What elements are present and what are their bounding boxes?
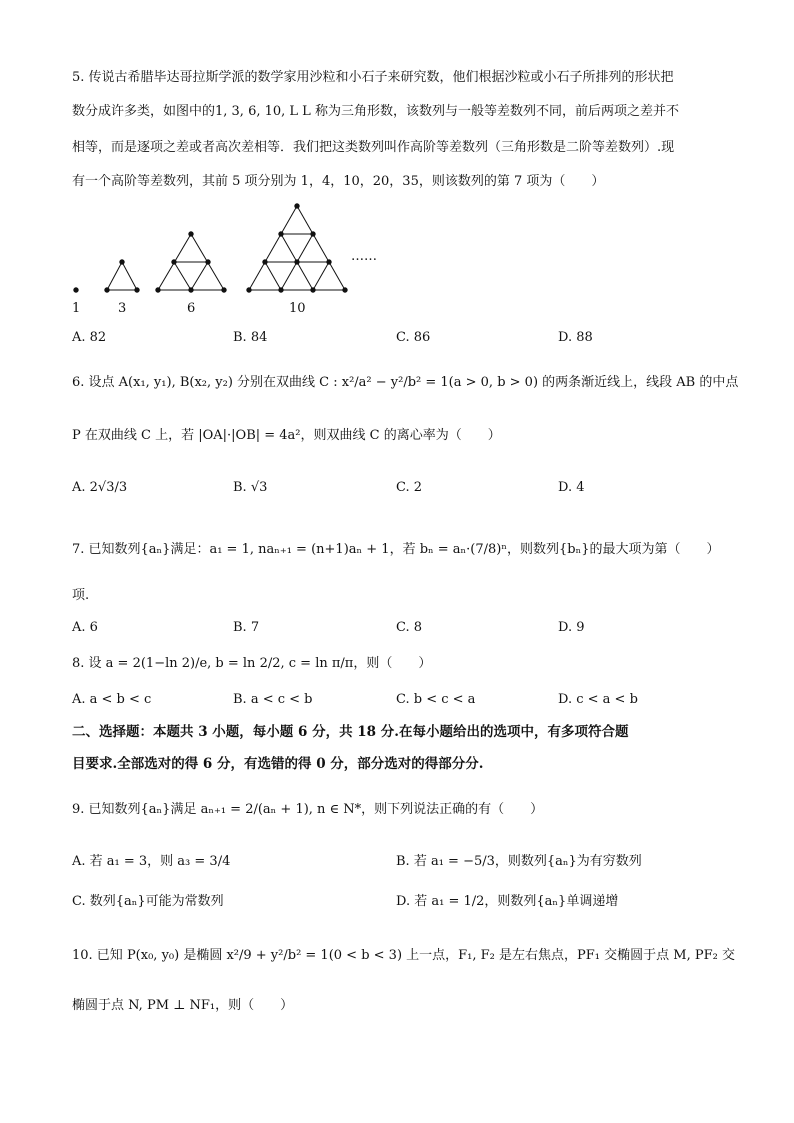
q9-line-1: 9. 已知数列{aₙ}满足 aₙ₊₁ = 2/(aₙ + 1), n ∈ N*，则下列说法正确的有（ ） bbox=[72, 802, 544, 817]
q6-option-a: A. 2√3/3 bbox=[72, 480, 128, 495]
q9-option-c: C. 数列{aₙ}可能为常数列 bbox=[72, 894, 224, 909]
q8-option-c: C. b < c < a bbox=[396, 692, 476, 707]
figure-label-6: 6 bbox=[187, 301, 196, 316]
q6-line-2: P 在双曲线 C 上，若 |OA|·|OB| = 4a²，则双曲线 C 的离心率为（ ） bbox=[72, 428, 501, 443]
figure-label-3: 3 bbox=[118, 301, 127, 316]
q5-option-b: B. 84 bbox=[233, 330, 268, 345]
q7-option-b: B. 7 bbox=[233, 620, 260, 635]
q8-option-d: D. c < a < b bbox=[558, 692, 638, 707]
q9-option-a: A. 若 a₁ = 3，则 a₃ = 3/4 bbox=[72, 854, 231, 869]
q7-option-a: A. 6 bbox=[72, 620, 98, 635]
q8-line-1: 8. 设 a = 2(1−ln 2)/e, b = ln 2/2, c = ln π/π，则（ ） bbox=[72, 656, 432, 671]
figure-ellipsis: …… bbox=[351, 249, 377, 264]
q6-line-1: 6. 设点 A(x₁, y₁), B(x₂, y₂) 分别在双曲线 C : x²/a² − y²/b² = 1(a > 0, b > 0) 的两条渐近线上，线段 AB 的中点 bbox=[72, 375, 739, 390]
q7-line-1: 7. 已知数列{aₙ}满足：a₁ = 1, naₙ₊₁ = (n+1)aₙ + 1，若 bₙ = aₙ·(7/8)ⁿ，则数列{bₙ}的最大项为第（ ） bbox=[72, 542, 720, 557]
q5-line-2: 数分成许多类，如图中的1, 3, 6, 10, L L 称为三角形数，该数列与一般等差数列不同，前后两项之差并不 bbox=[72, 104, 679, 119]
q5-line-3: 相等，而是逐项之差或者高次差相等．我们把这类数列叫作高阶等差数列（三角形数是二阶等差数列）.现 bbox=[72, 140, 675, 155]
dot bbox=[74, 288, 78, 292]
q5-line-4: 有一个高阶等差数列，其前 5 项分别为 1，4，10，20，35，则该数列的第 7 项为（ ） bbox=[72, 174, 605, 189]
q7-line-2: 项. bbox=[72, 588, 90, 603]
q10-line-2: 椭圆于点 N, PM ⊥ NF₁，则（ ） bbox=[72, 998, 294, 1013]
q6-option-d: D. 4 bbox=[558, 480, 585, 495]
q9-option-b: B. 若 a₁ = −5/3，则数列{aₙ}为有穷数列 bbox=[396, 854, 642, 869]
q6-option-b: B. √3 bbox=[233, 480, 268, 495]
q5-option-d: D. 88 bbox=[558, 330, 593, 345]
section-2-heading: 二、选择题：本题共 3 小题，每小题 6 分，共 18 分.在每小题给出的选项中，有多项符合题 bbox=[72, 724, 629, 740]
q8-option-a: A. a < b < c bbox=[72, 692, 152, 707]
q6-option-c: C. 2 bbox=[396, 480, 423, 495]
q5-option-c: C. 86 bbox=[396, 330, 431, 345]
q9-option-d: D. 若 a₁ = 1/2，则数列{aₙ}单调递增 bbox=[396, 894, 619, 909]
q8-option-b: B. a < c < b bbox=[233, 692, 313, 707]
q5-option-a: A. 82 bbox=[72, 330, 107, 345]
figure-label-1: 1 bbox=[72, 301, 81, 316]
section-2-instructions: 目要求.全部选对的得 6 分，有选错的得 0 分，部分选对的得部分分. bbox=[72, 756, 484, 772]
q7-option-d: D. 9 bbox=[558, 620, 585, 635]
q10-line-1: 10. 已知 P(x₀, y₀) 是椭圆 x²/9 + y²/b² = 1(0 < b < 3) 上一点，F₁, F₂ 是左右焦点，PF₁ 交椭圆于点 M, PF₂ 交 bbox=[72, 948, 735, 963]
q5-line-1: 5. 传说古希腊毕达哥拉斯学派的数学家用沙粒和小石子来研究数，他们根据沙粒或小石子所排列的形状把 bbox=[72, 70, 674, 85]
triangular-numbers-figure bbox=[0, 196, 794, 321]
q7-option-c: C. 8 bbox=[396, 620, 423, 635]
figure-label-10: 10 bbox=[289, 301, 306, 316]
